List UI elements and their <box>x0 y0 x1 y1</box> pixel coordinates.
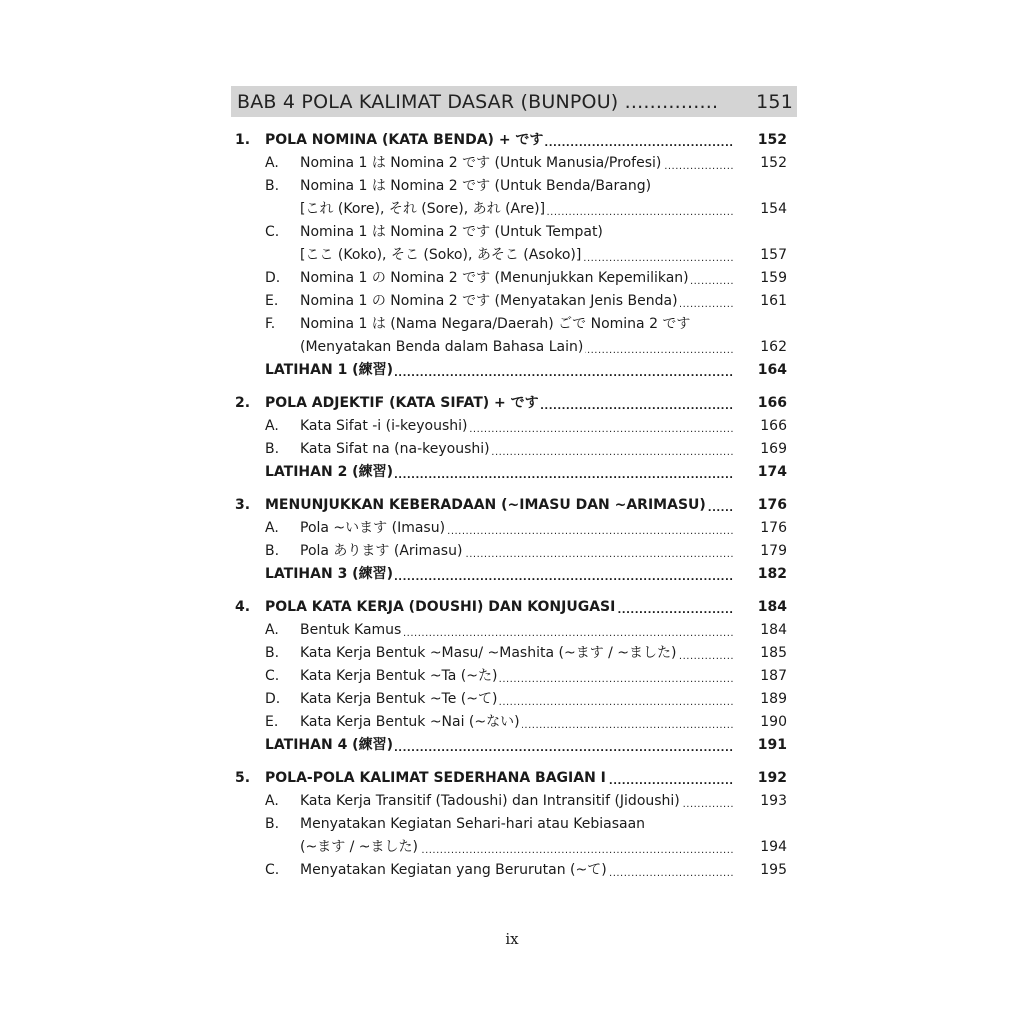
item-letter: A. <box>265 793 279 809</box>
item-text-cell <box>300 619 733 642</box>
item-page: 189 <box>760 691 787 707</box>
item-page: 179 <box>760 543 787 559</box>
item-letter: F. <box>265 316 276 332</box>
item-text: Pola あります (Arimasu) <box>300 543 463 559</box>
section-title-cell <box>265 129 733 152</box>
section-page: 176 <box>757 497 787 513</box>
item-page: 176 <box>760 520 787 536</box>
item-letter: D. <box>265 691 281 707</box>
toc-page <box>231 86 797 882</box>
item-text: Kata Kerja Bentuk ~Masu/ ~Mashita (~ます / ~ました) <box>300 645 677 661</box>
item-text: Menyatakan Kegiatan Sehari-hari atau Kebiasaan <box>300 816 646 832</box>
item-text-cell <box>300 438 733 461</box>
item-text: Kata Sifat na (na-keyoushi) <box>300 441 490 457</box>
toc-item-row <box>231 688 797 711</box>
section-gap <box>231 757 797 767</box>
item-page: 184 <box>760 622 787 638</box>
section-title-cell <box>265 596 733 619</box>
toc-section-row <box>231 392 797 415</box>
item-letter: B. <box>265 543 280 559</box>
item-text-cell <box>300 336 733 359</box>
item-page: 195 <box>760 862 787 878</box>
item-text-cell <box>300 267 733 290</box>
toc-item-row <box>231 836 797 859</box>
item-text-cell <box>300 221 733 244</box>
item-text: Pola ~います (Imasu) <box>300 520 446 536</box>
item-page: 169 <box>760 441 787 457</box>
item-text-cell <box>300 415 733 438</box>
section-page: 192 <box>757 770 787 786</box>
item-letter: B. <box>265 645 280 661</box>
item-text: Bentuk Kamus <box>300 622 402 638</box>
item-letter: E. <box>265 714 279 730</box>
item-text-cell <box>300 517 733 540</box>
section-title: POLA NOMINA (KATA BENDA) + です <box>265 132 544 148</box>
item-text-cell <box>300 540 733 563</box>
toc-item-row <box>231 517 797 540</box>
toc-section-row <box>231 596 797 619</box>
toc-item-row <box>231 813 797 836</box>
item-text: Kata Kerja Bentuk ~Ta (~た) <box>300 668 498 684</box>
item-text: Nomina 1 は Nomina 2 です (Untuk Tempat) <box>300 224 603 240</box>
toc-item-row <box>231 290 797 313</box>
toc-item-row <box>231 619 797 642</box>
section-gap <box>231 484 797 494</box>
section-title-cell <box>265 392 733 415</box>
latihan-page: 182 <box>757 566 787 582</box>
page-number: ix <box>505 930 519 948</box>
item-page: 152 <box>760 155 787 171</box>
toc-item-row <box>231 267 797 290</box>
latihan-title: LATIHAN 1 (練習) <box>265 362 393 378</box>
item-letter: B. <box>265 178 280 194</box>
item-page: 159 <box>760 270 787 286</box>
item-text: (~ます / ~ました) <box>300 839 419 855</box>
item-text-cell <box>300 836 733 859</box>
toc-item-row <box>231 198 797 221</box>
latihan-title-cell <box>265 734 733 757</box>
item-text: (Menyatakan Benda dalam Bahasa Lain) <box>300 339 584 355</box>
item-letter: C. <box>265 668 280 684</box>
toc-latihan-row <box>231 461 797 484</box>
item-text-cell <box>300 290 733 313</box>
section-title: POLA KATA KERJA (DOUSHI) DAN KONJUGASI <box>265 599 616 615</box>
toc-item-row <box>231 859 797 882</box>
item-text: Nomina 1 は Nomina 2 です (Untuk Benda/Barang) <box>300 178 652 194</box>
toc-section-row <box>231 494 797 517</box>
item-text: Nomina 1 は Nomina 2 です (Untuk Manusia/Profesi) <box>300 155 662 171</box>
section-number: 3. <box>235 497 251 513</box>
item-page: 190 <box>760 714 787 730</box>
chapter-heading <box>231 86 797 117</box>
section-number: 2. <box>235 395 251 411</box>
toc-item-row <box>231 244 797 267</box>
item-text: Kata Kerja Bentuk ~Nai (~ない) <box>300 714 520 730</box>
item-text: [これ (Kore), それ (Sore), あれ (Are)] <box>300 201 546 217</box>
section-title: MENUNJUKKAN KEBERADAAN (~IMASU DAN ~ARIMASU) <box>265 497 706 513</box>
item-text-cell <box>300 313 733 336</box>
section-page: 184 <box>757 599 787 615</box>
item-letter: A. <box>265 520 279 536</box>
item-letter: A. <box>265 418 279 434</box>
item-text-cell <box>300 688 733 711</box>
item-letter: B. <box>265 441 280 457</box>
toc-section-row <box>231 129 797 152</box>
toc-item-row <box>231 221 797 244</box>
toc-item-row <box>231 415 797 438</box>
item-text: [ここ (Koko), そこ (Soko), あそこ (Asoko)] <box>300 247 582 263</box>
toc-item-row <box>231 175 797 198</box>
item-text: Menyatakan Kegiatan yang Berurutan (~て) <box>300 862 607 878</box>
toc-item-row <box>231 790 797 813</box>
section-gap <box>231 382 797 392</box>
latihan-title: LATIHAN 2 (練習) <box>265 464 393 480</box>
item-text-cell <box>300 175 733 198</box>
item-page: 166 <box>760 418 787 434</box>
item-page: 162 <box>760 339 787 355</box>
toc-item-row <box>231 313 797 336</box>
section-page: 152 <box>757 132 787 148</box>
section-title-cell <box>265 767 733 790</box>
toc-item-row <box>231 711 797 734</box>
toc-item-row <box>231 438 797 461</box>
item-text: Nomina 1 の Nomina 2 です (Menunjukkan Kepemilikan) <box>300 270 689 286</box>
item-page: 185 <box>760 645 787 661</box>
item-letter: B. <box>265 816 280 832</box>
item-letter: C. <box>265 862 280 878</box>
toc-item-row <box>231 152 797 175</box>
item-letter: D. <box>265 270 281 286</box>
section-number: 1. <box>235 132 251 148</box>
item-text: Kata Sifat -i (i-keyoushi) <box>300 418 468 434</box>
toc-item-row <box>231 540 797 563</box>
item-letter: A. <box>265 622 279 638</box>
section-page: 166 <box>757 395 787 411</box>
item-text-cell <box>300 665 733 688</box>
item-text: Kata Kerja Transitif (Tadoushi) dan Intransitif (Jidoushi) <box>300 793 680 809</box>
table-of-contents <box>231 129 797 882</box>
item-text-cell <box>300 711 733 734</box>
item-text: Nomina 1 の Nomina 2 です (Menyatakan Jenis Benda) <box>300 293 678 309</box>
item-text-cell <box>300 244 733 267</box>
section-number: 4. <box>235 599 251 615</box>
section-number: 5. <box>235 770 251 786</box>
chapter-page: 151 <box>756 90 793 113</box>
item-page: 187 <box>760 668 787 684</box>
latihan-title: LATIHAN 3 (練習) <box>265 566 393 582</box>
toc-latihan-row <box>231 563 797 586</box>
item-text-cell <box>300 642 733 665</box>
item-text: Nomina 1 は (Nama Negara/Daerah) ごで Nomina 2 です <box>300 316 691 332</box>
item-text-cell <box>300 859 733 882</box>
item-page: 194 <box>760 839 787 855</box>
toc-latihan-row <box>231 359 797 382</box>
item-page: 161 <box>760 293 787 309</box>
latihan-title-cell <box>265 359 733 382</box>
item-text: Kata Kerja Bentuk ~Te (~て) <box>300 691 498 707</box>
item-page: 157 <box>760 247 787 263</box>
toc-latihan-row <box>231 734 797 757</box>
toc-item-row <box>231 665 797 688</box>
latihan-title-cell <box>265 461 733 484</box>
chapter-title: BAB 4 POLA KALIMAT DASAR (BUNPOU) ............... <box>237 90 719 113</box>
toc-item-row <box>231 642 797 665</box>
section-gap <box>231 586 797 596</box>
latihan-page: 174 <box>757 464 787 480</box>
item-text-cell <box>300 813 733 836</box>
latihan-page: 191 <box>757 737 787 753</box>
item-text-cell <box>300 198 733 221</box>
item-page: 154 <box>760 201 787 217</box>
latihan-title-cell <box>265 563 733 586</box>
item-text-cell <box>300 790 733 813</box>
item-text-cell <box>300 152 733 175</box>
toc-section-row <box>231 767 797 790</box>
section-title: POLA ADJEKTIF (KATA SIFAT) + です <box>265 395 539 411</box>
item-letter: E. <box>265 293 279 309</box>
item-letter: A. <box>265 155 279 171</box>
item-page: 193 <box>760 793 787 809</box>
toc-item-row <box>231 336 797 359</box>
latihan-title: LATIHAN 4 (練習) <box>265 737 393 753</box>
section-title-cell <box>265 494 733 517</box>
item-letter: C. <box>265 224 280 240</box>
section-title: POLA-POLA KALIMAT SEDERHANA BAGIAN I <box>265 770 606 786</box>
latihan-page: 164 <box>757 362 787 378</box>
